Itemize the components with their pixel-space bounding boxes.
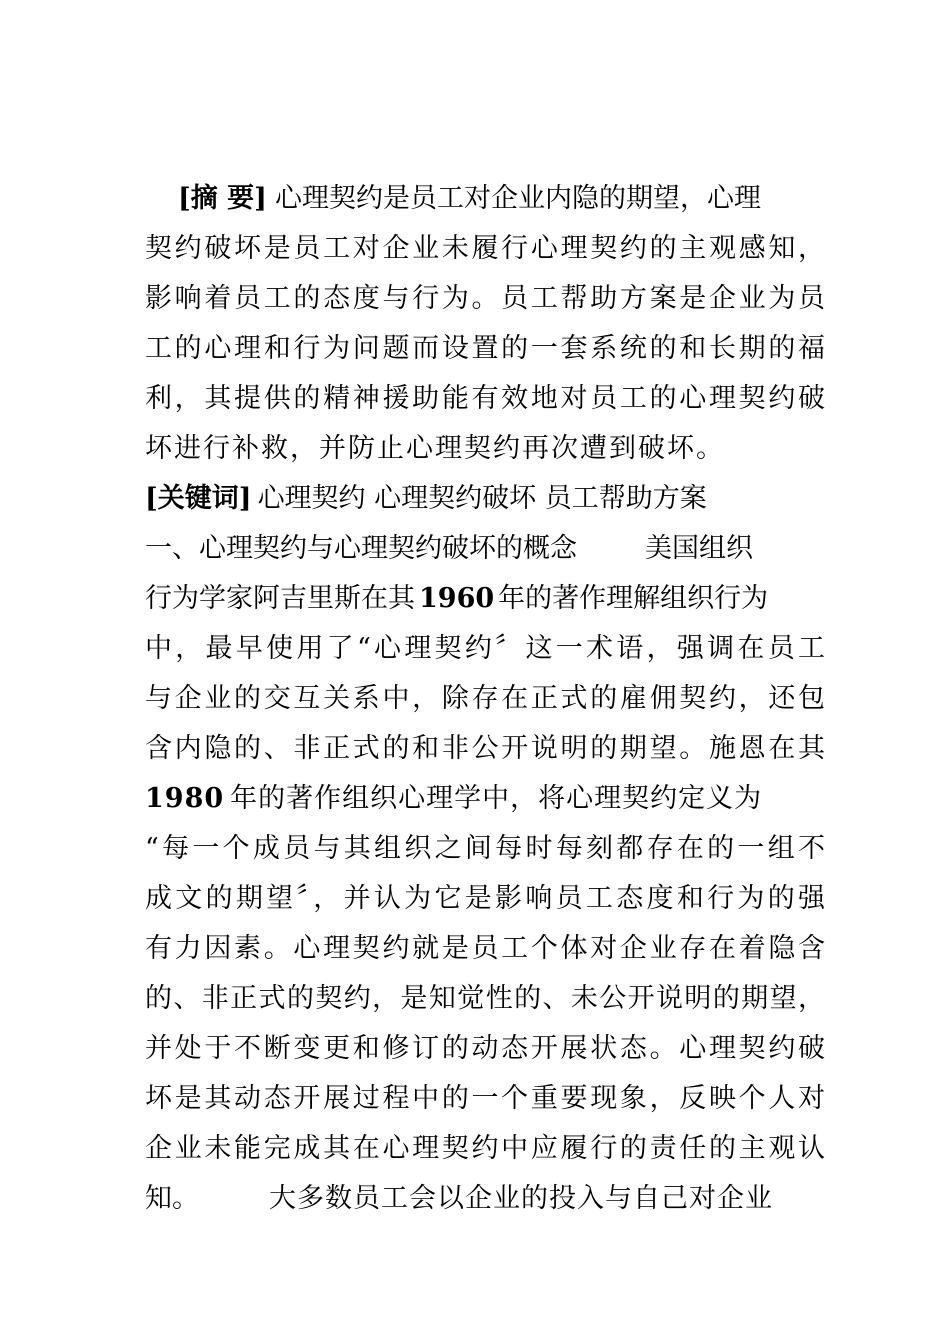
body-line-7: 成文的期望〞，并认为它是影响员工态度和行为的强 (145, 883, 825, 914)
body-line-12: 企业未能完成其在心理契约中应履行的责任的主观认 (145, 1133, 825, 1164)
abstract-line-2: 契约破坏是员工对企业未履行心理契约的主观感知， (145, 233, 825, 264)
body-line-1 (145, 578, 825, 620)
text-segment: 行为学家阿吉里斯在其 (145, 583, 415, 614)
year-1980: 1980 (145, 783, 225, 814)
body-line-5 (145, 778, 825, 820)
abstract-line-5: 利，其提供的精神援助能有效地对员工的心理契约破 (145, 383, 825, 414)
body-line-4: 含内隐的、非正式的和非公开说明的期望。施恩在其 (145, 733, 825, 764)
text-segment: 大多数员工会以企业的投入与自己对企业 (269, 1183, 773, 1214)
body-line-13 (145, 1178, 825, 1220)
abstract-line-4: 工的心理和行为问题而设置的一套系统的和长期的福 (145, 333, 825, 364)
text-segment: 知。 (145, 1183, 199, 1214)
text-segment: 年的著作组织心理学中，将心理契约定义为 (230, 783, 763, 814)
body-line-10: 并处于不断变更和修订的动态开展状态。心理契约破 (145, 1033, 825, 1064)
abstract-line-3: 影响着员工的态度与行为。员工帮助方案是企业为员 (145, 283, 825, 314)
keywords-line (145, 478, 825, 520)
body-line-6: “每一个成员与其组织之间每时每刻都存在的一组不 (145, 833, 825, 864)
abstract-line-6: 坏进行补救，并防止心理契约再次遭到破坏。 (145, 433, 725, 464)
abstract-line-1 (145, 178, 825, 220)
text-segment: 心理契约是员工对企业内隐的期望，心理 (274, 183, 761, 214)
body-line-3: 与企业的交互关系中，除存在正式的雇佣契约，还包 (145, 683, 825, 714)
year-1960: 1960 (419, 583, 495, 614)
text-segment: 美国组织 (645, 533, 753, 564)
section-heading-line (145, 528, 825, 570)
body-line-2: 中，最早使用了“心理契约〞这一术语，强调在员工 (145, 633, 825, 664)
section-heading: 一、心理契约与心理契约破坏的概念 (145, 533, 577, 564)
body-line-11: 坏是其动态开展过程中的一个重要现象，反映个人对 (145, 1083, 825, 1114)
keywords-text: 心理契约 心理契约破坏 员工帮助方案 (257, 483, 707, 514)
keywords-label: [关键词] (145, 483, 252, 514)
body-line-8: 有力因素。心理契约就是员工个体对企业存在着隐含 (145, 933, 825, 964)
text-segment: 年的著作理解组织行为 (498, 583, 769, 614)
abstract-label: [摘 要] (178, 183, 267, 214)
body-line-9: 的、非正式的契约，是知觉性的、未公开说明的期望， (145, 983, 825, 1014)
